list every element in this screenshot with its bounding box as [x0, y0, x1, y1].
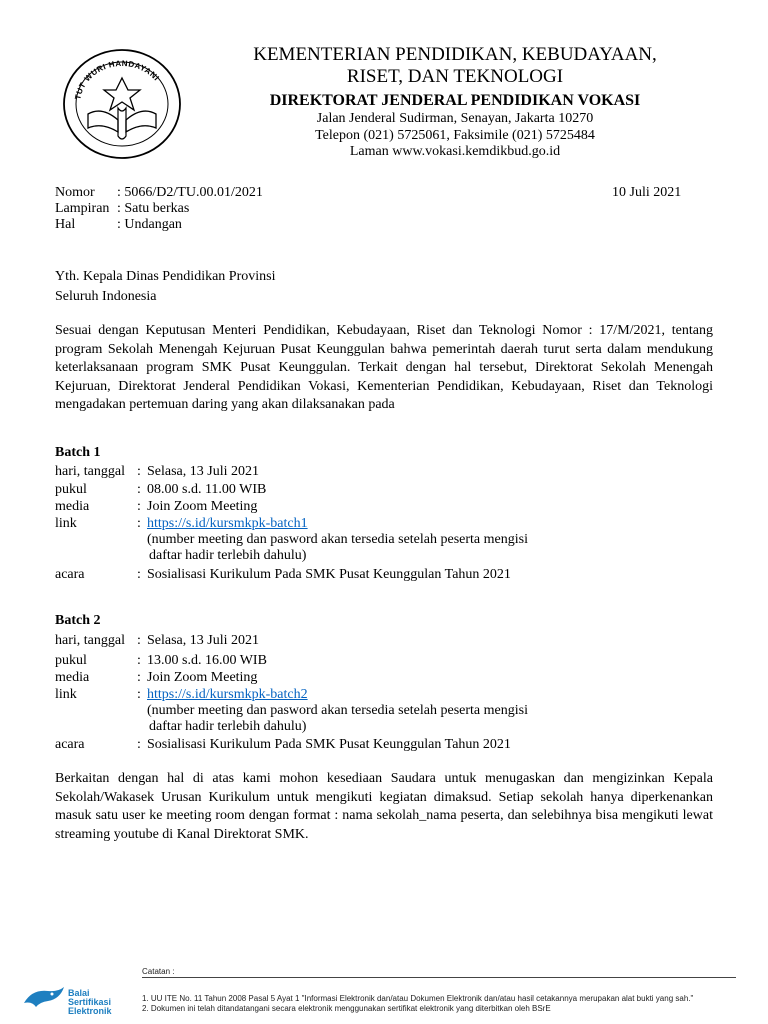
hal-row	[55, 217, 182, 233]
footer-note1: 1. UU ITE No. 11 Tahun 2008 Pasal 5 Ayat 1 "Informasi Elektronik dan/atau Dokumen Elektronik dan/atau hasil cetakannya merupakan alat bukti yang sah."	[142, 994, 694, 1003]
footer-divider	[142, 977, 736, 978]
agenda-label: acara	[55, 737, 85, 752]
agenda-value: Sosialisasi Kurikulum Pada SMK Pusat Keunggulan Tahun 2021	[147, 737, 511, 752]
ministry-name-line1: KEMENTERIAN PENDIDIKAN, KEBUDAYAAN,	[253, 44, 657, 65]
letter-date: 10 Juli 2021	[612, 185, 682, 200]
lampiran-value: : Satu berkas	[117, 201, 190, 216]
footer-note2: 2. Dokumen ini telah ditandatangani secara elektronik menggunakan sertifikat elektronik yang diterbitkan oleh BSrE	[142, 1004, 551, 1013]
link-label: link	[55, 516, 77, 531]
lampiran-row	[55, 201, 189, 217]
batch2-zoom-link[interactable]: https://s.id/kursmkpk-batch2	[147, 687, 308, 702]
recipient-line1: Yth. Kepala Dinas Pendidikan Provinsi	[55, 269, 276, 284]
day-value: Selasa, 13 Juli 2021	[147, 464, 259, 479]
media-label: media	[55, 499, 90, 514]
time-label: pukul	[55, 482, 87, 497]
nomor-value: : 5066/D2/TU.00.01/2021	[117, 185, 263, 200]
day-label: hari, tanggal	[55, 464, 125, 479]
batch1-note-line2: daftar hadir terlebih dahulu)	[149, 548, 307, 563]
bsre-logo-text: Balai Sertifikasi Elektronik	[68, 988, 112, 1016]
batch1-time-row: pukul : 08.00 s.d. 11.00 WIB	[55, 482, 267, 497]
website: Laman www.vokasi.kemdikbud.go.id	[349, 144, 561, 159]
day-value: Selasa, 13 Juli 2021	[147, 633, 259, 648]
batch2-note-line1: (number meeting dan pasword akan tersedia setelah peserta mengisi	[147, 703, 528, 718]
ministry-name-line2: RISET, DAN TEKNOLOGI	[346, 66, 564, 87]
nomor-label: Nomor	[55, 185, 95, 200]
svg-text:TUT WURI HANDAYANI: TUT WURI HANDAYANI	[73, 58, 162, 101]
media-value: Join Zoom Meeting	[147, 670, 258, 685]
media-label: media	[55, 670, 90, 685]
nomor-row	[55, 185, 263, 201]
batch2-agenda-row: acara : Sosialisasi Kurikulum Pada SMK Pusat Keunggulan Tahun 2021	[55, 737, 511, 752]
address: Jalan Jenderal Sudirman, Senayan, Jakarta 10270	[316, 111, 594, 126]
recipient-line2: Seluruh Indonesia	[55, 289, 157, 304]
tut-wuri-handayani-logo	[62, 48, 182, 160]
media-value: Join Zoom Meeting	[147, 499, 258, 514]
hal-label: Hal	[55, 217, 76, 232]
batch1-zoom-link[interactable]: https://s.id/kursmkpk-batch1	[147, 516, 308, 531]
directorate-name: DIREKTORAT JENDERAL PENDIDIKAN VOKASI	[269, 92, 641, 109]
batch2-note-line2: daftar hadir terlebih dahulu)	[149, 719, 307, 734]
time-value: 08.00 s.d. 11.00 WIB	[147, 482, 267, 497]
time-label: pukul	[55, 653, 87, 668]
batch2-link-row: link : https://s.id/kursmkpk-batch2	[55, 687, 308, 702]
batch1-media-row: media : Join Zoom Meeting	[55, 499, 258, 514]
intro-paragraph: Sesuai dengan Keputusan Menteri Pendidikan, Kebudayaan, Riset dan Teknologi Nomor : 17/M/2021, tentang program Sekolah Menengah Kejuruan Pusat Keunggulan bahwa pemerintah daerah turut serta dalam mendukung keterlaksanaan program SMK Pusat Keunggulan. Terkait dengan hal tersebut, Direktorat Sekolah Menengah Kejuruan, Direktorat Jenderal Pendidikan Vokasi, Kementerian Pendidikan, Kebudayaan, Riset dan Teknologi mengadakan pertemuan daring yang akan dilaksanakan pada	[55, 323, 713, 412]
lampiran-label: Lampiran	[55, 201, 110, 216]
link-label: link	[55, 687, 77, 702]
batch2-media-row: media : Join Zoom Meeting	[55, 670, 258, 685]
batch2-title: Batch 2	[55, 613, 101, 628]
closing-paragraph: Berkaitan dengan hal di atas kami mohon kesediaan Saudara untuk menugaskan dan mengizinkan Kepala Sekolah/Wakasek Urusan Kurikulum untuk mengikuti kegiatan dimaksud. Setiap sekolah hanya diperkenankan masuk satu user ke meeting room dengan format : nama sekolah_nama peserta, dan selebihnya bisa mengikuti lewat streaming youtube di Kanal Direktorat SMK.	[55, 771, 713, 842]
time-value: 13.00 s.d. 16.00 WIB	[147, 653, 267, 668]
batch1-note-line1: (number meeting dan pasword akan tersedia setelah peserta mengisi	[147, 532, 528, 547]
batch1-link-row: link : https://s.id/kursmkpk-batch1	[55, 516, 308, 531]
batch2-time-row: pukul : 13.00 s.d. 16.00 WIB	[55, 653, 267, 668]
agenda-label: acara	[55, 567, 85, 582]
hal-value: : Undangan	[117, 217, 182, 232]
phone-fax: Telepon (021) 5725061, Faksimile (021) 5725484	[315, 128, 595, 143]
bsre-bird-icon	[22, 985, 66, 1011]
batch1-title: Batch 1	[55, 445, 101, 460]
agenda-value: Sosialisasi Kurikulum Pada SMK Pusat Keunggulan Tahun 2021	[147, 567, 511, 582]
day-label: hari, tanggal	[55, 633, 125, 648]
footer-catatan: Catatan :	[142, 967, 175, 976]
batch1-day-row: hari, tanggal : Selasa, 13 Juli 2021	[55, 464, 259, 479]
batch2-day-row: hari, tanggal : Selasa, 13 Juli 2021	[55, 633, 259, 648]
batch1-agenda-row: acara : Sosialisasi Kurikulum Pada SMK Pusat Keunggulan Tahun 2021	[55, 567, 511, 582]
